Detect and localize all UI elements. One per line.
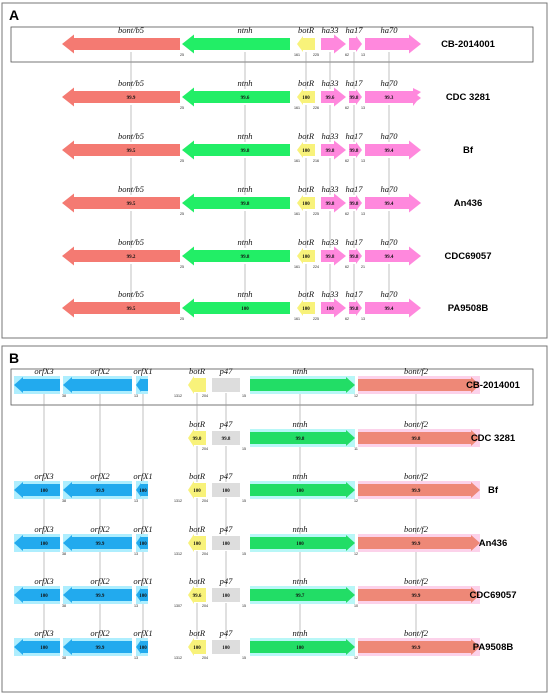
gene-label-bont: bont/b5 — [118, 237, 144, 247]
gene-arrow-orfX3 — [14, 535, 60, 551]
intergenic-gap-label: 62 — [345, 317, 349, 321]
gene-label-ntnh: ntnh — [292, 419, 308, 429]
intergenic-gap-label: 161 — [294, 159, 300, 163]
gene-label-botR: botR — [188, 524, 206, 534]
identity-value-ntnh: 99.8 — [240, 149, 250, 154]
gene-label-ha33: ha33 — [321, 78, 339, 88]
gene-arrow-bont — [62, 141, 180, 160]
panel-a-frame — [2, 3, 547, 338]
intergenic-gap-label: 25 — [180, 212, 184, 216]
gene-label-ntnh: ntnh — [292, 576, 308, 586]
intergenic-gap-label: 161 — [294, 265, 300, 269]
intergenic-gap-label: 62 — [345, 106, 349, 110]
intergenic-gap-label: 161 — [294, 212, 300, 216]
intergenic-gap-label: 13 — [361, 106, 365, 110]
gene-label-ntnh: ntnh — [292, 628, 308, 638]
identity-value-ha70: 99.3 — [384, 96, 394, 101]
gene-arrow-orfX2 — [63, 377, 132, 393]
gene-arrow-ha33 — [321, 35, 346, 54]
intergenic-gap-label: 204 — [202, 552, 208, 556]
gene-label-bont: bont/b5 — [118, 289, 144, 299]
intergenic-gap-label: 13 — [361, 317, 365, 321]
intergenic-gap-label: 13 — [361, 159, 365, 163]
identity-value-orfX1: 100 — [139, 594, 147, 599]
gene-arrow-ha17 — [349, 36, 362, 52]
intergenic-gap-label: 225 — [313, 53, 319, 57]
gene-arrow-ntnh — [182, 35, 290, 54]
gene-label-bont: bont/f2 — [403, 524, 429, 534]
identity-value-botR: 100 — [302, 307, 310, 312]
gene-label-ntnh: ntnh — [237, 131, 253, 141]
strain-label: PA9508B — [447, 303, 489, 314]
intergenic-gap-label: 38 — [62, 552, 66, 556]
identity-value-orfX2: 99.9 — [95, 542, 105, 547]
gene-label-botR: botR — [297, 131, 315, 141]
intergenic-gap-label: 15 — [242, 552, 246, 556]
identity-value-ha33: 99.8 — [325, 202, 335, 207]
gene-label-botR: botR — [188, 628, 206, 638]
gene-label-p47: p47 — [219, 419, 233, 429]
gene-label-ntnh: ntnh — [237, 237, 253, 247]
intergenic-gap-label: 1312 — [174, 552, 182, 556]
intergenic-gap-label: 13 — [134, 604, 138, 608]
gene-label-botR: botR — [188, 366, 206, 376]
strain-label: An436 — [453, 198, 483, 209]
gene-label-p47: p47 — [219, 576, 233, 586]
gene-label-bont: bont/f2 — [403, 366, 429, 376]
strain-label: CDC 3281 — [445, 92, 491, 103]
gene-label-orfX2: orfX2 — [90, 471, 110, 481]
panel-b-row — [14, 471, 499, 503]
panel-a-row — [62, 78, 491, 110]
gene-label-botR: botR — [297, 289, 315, 299]
identity-value-ntnh: 100 — [296, 646, 304, 651]
intergenic-gap-label: 38 — [62, 656, 66, 660]
intergenic-gap-label: 1307 — [174, 604, 182, 608]
gene-arrow-ha70 — [365, 35, 421, 54]
gene-arrow-orfX3 — [14, 639, 60, 655]
gene-label-ha70: ha70 — [380, 289, 398, 299]
gene-arrow-orfX3 — [14, 587, 60, 603]
intergenic-gap-label: 225 — [313, 212, 319, 216]
intergenic-gap-label: 15 — [242, 447, 246, 451]
identity-value-ntnh: 100 — [241, 307, 249, 312]
gene-label-ha33: ha33 — [321, 25, 339, 35]
strain-label: Bf — [462, 145, 474, 156]
intergenic-gap-label: 25 — [180, 265, 184, 269]
identity-value-bont: 99.9 — [411, 594, 421, 599]
identity-value-bont: 99.2 — [126, 255, 136, 260]
intergenic-gap-label: 13 — [134, 499, 138, 503]
identity-value-ha33: 99.8 — [325, 149, 335, 154]
identity-value-p47: 100 — [222, 489, 230, 494]
gene-label-orfX3: orfX3 — [34, 366, 54, 376]
gene-label-ha17: ha17 — [345, 237, 363, 247]
identity-value-botR: 100 — [193, 542, 201, 547]
strain-label: An436 — [478, 538, 508, 549]
gene-label-botR: botR — [297, 184, 315, 194]
gene-label-bont: bont/f2 — [403, 628, 429, 638]
identity-value-p47: 100 — [222, 594, 230, 599]
panel-b-row — [14, 366, 521, 398]
identity-value-ha33: 100 — [326, 307, 334, 312]
gene-arrow-botR — [188, 376, 206, 394]
intergenic-gap-label: 224 — [313, 265, 319, 269]
identity-value-orfX3: 100 — [40, 489, 48, 494]
identity-value-ntnh: 99.8 — [240, 202, 250, 207]
intergenic-gap-label: 15 — [242, 499, 246, 503]
gene-label-ha33: ha33 — [321, 131, 339, 141]
gene-label-bont: bont/f2 — [403, 419, 429, 429]
identity-value-botR: 100 — [302, 202, 310, 207]
gene-label-orfX1: orfX1 — [133, 471, 153, 481]
gene-arrow-ntnh — [182, 141, 290, 160]
gene-label-orfX3: orfX3 — [34, 628, 54, 638]
gene-arrow-bont — [358, 377, 480, 393]
intergenic-gap-label: 161 — [294, 106, 300, 110]
intergenic-gap-label: 38 — [62, 499, 66, 503]
intergenic-gap-label: 25 — [180, 53, 184, 57]
gene-label-ha33: ha33 — [321, 289, 339, 299]
identity-value-ntnh: 99.7 — [295, 594, 305, 599]
identity-value-ha17: 99.8 — [349, 202, 359, 207]
gene-label-p47: p47 — [219, 471, 233, 481]
intergenic-gap-label: 25 — [180, 159, 184, 163]
identity-value-p47: 100 — [222, 542, 230, 547]
gene-arrow-orfX3 — [14, 377, 60, 393]
gene-label-orfX2: orfX2 — [90, 524, 110, 534]
panel-a-row — [62, 237, 492, 269]
gene-label-botR: botR — [297, 78, 315, 88]
intergenic-gap-label: 204 — [202, 447, 208, 451]
identity-value-bont: 99.8 — [411, 437, 421, 442]
identity-value-ha70: 99.4 — [384, 255, 394, 260]
intergenic-gap-label: 1312 — [174, 394, 182, 398]
gene-arrow-ntnh — [182, 194, 290, 213]
intergenic-gap-label: 226 — [313, 106, 319, 110]
panel-a-letter: A — [9, 7, 20, 23]
gene-arrow-ntnh — [182, 299, 290, 318]
gene-arrow-orfX3 — [14, 482, 60, 498]
gene-label-ha17: ha17 — [345, 289, 363, 299]
gene-label-bont: bont/f2 — [403, 471, 429, 481]
panel-a-row — [62, 289, 488, 321]
gene-label-bont: bont/b5 — [118, 25, 144, 35]
identity-value-orfX2: 99.9 — [95, 646, 105, 651]
gene-label-orfX1: orfX1 — [133, 628, 153, 638]
identity-value-ha70: 99.4 — [384, 149, 394, 154]
strain-label: CB-2014001 — [441, 39, 495, 50]
identity-value-ntnh: 99.8 — [240, 255, 250, 260]
strain-label: CB-2014001 — [466, 380, 520, 391]
intergenic-gap-label: 13 — [361, 53, 365, 57]
intergenic-gap-label: 204 — [202, 499, 208, 503]
identity-value-orfX2: 99.9 — [95, 489, 105, 494]
identity-value-botR: 100 — [302, 255, 310, 260]
gene-label-orfX3: orfX3 — [34, 576, 54, 586]
panel-b-row — [188, 419, 516, 451]
gene-label-orfX1: orfX1 — [133, 576, 153, 586]
identity-value-ntnh: 99.6 — [240, 96, 250, 101]
gene-label-botR: botR — [188, 576, 206, 586]
gene-label-ha70: ha70 — [380, 237, 398, 247]
identity-value-ha17: 99.8 — [349, 307, 359, 312]
intergenic-gap-label: 225 — [313, 317, 319, 321]
gene-label-p47: p47 — [219, 524, 233, 534]
intergenic-gap-label: 216 — [313, 159, 319, 163]
identity-value-botR: 100 — [193, 489, 201, 494]
gene-label-ntnh: ntnh — [237, 289, 253, 299]
identity-value-bont: 99.9 — [411, 489, 421, 494]
gene-label-bont: bont/b5 — [118, 184, 144, 194]
gene-label-ntnh: ntnh — [292, 471, 308, 481]
identity-value-ha70: 99.4 — [384, 307, 394, 312]
identity-value-orfX1: 100 — [139, 646, 147, 651]
identity-value-botR: 99.6 — [192, 594, 202, 599]
intergenic-gap-label: 10 — [354, 604, 358, 608]
gene-label-ha17: ha17 — [345, 25, 363, 35]
panel-a-row — [62, 25, 496, 57]
intergenic-gap-label: 62 — [345, 159, 349, 163]
gene-label-ntnh: ntnh — [292, 366, 308, 376]
identity-value-orfX3: 100 — [40, 646, 48, 651]
identity-value-botR: 100 — [193, 646, 201, 651]
panel-b-row — [14, 576, 517, 608]
strain-label: CDC 3281 — [470, 433, 516, 444]
intergenic-gap-label: 12 — [354, 499, 358, 503]
intergenic-gap-label: 15 — [242, 656, 246, 660]
identity-value-ha17: 99.8 — [349, 255, 359, 260]
gene-arrow-ntnh — [182, 88, 290, 107]
gene-label-ntnh: ntnh — [237, 78, 253, 88]
identity-value-orfX3: 100 — [40, 594, 48, 599]
intergenic-gap-label: 62 — [345, 265, 349, 269]
gene-label-ha70: ha70 — [380, 184, 398, 194]
identity-value-bont: 99.5 — [126, 202, 136, 207]
panel-a-row — [62, 131, 474, 163]
identity-value-ntnh: 100 — [296, 489, 304, 494]
gene-label-ha33: ha33 — [321, 184, 339, 194]
gene-label-botR: botR — [188, 419, 206, 429]
gene-label-orfX3: orfX3 — [34, 471, 54, 481]
gene-arrow-ntnh — [182, 247, 290, 266]
intergenic-gap-label: 15 — [242, 604, 246, 608]
gene-label-p47: p47 — [219, 366, 233, 376]
intergenic-gap-label: 204 — [202, 656, 208, 660]
identity-value-ha17: 99.8 — [349, 149, 359, 154]
gene-label-orfX1: orfX1 — [133, 524, 153, 534]
panel-a-row — [62, 184, 482, 216]
gene-label-orfX1: orfX1 — [133, 366, 153, 376]
intergenic-gap-label: 21 — [361, 265, 365, 269]
identity-value-ha33: 99.6 — [325, 96, 335, 101]
intergenic-gap-label: 62 — [345, 53, 349, 57]
gene-label-botR: botR — [297, 237, 315, 247]
gene-label-ha17: ha17 — [345, 131, 363, 141]
intergenic-gap-label: 13 — [134, 394, 138, 398]
intergenic-gap-label: 13 — [134, 656, 138, 660]
gene-arrow-bont — [62, 35, 180, 54]
gene-arrow-botR — [297, 36, 315, 52]
intergenic-gap-label: 25 — [180, 317, 184, 321]
gene-arrow-bont — [62, 247, 180, 266]
intergenic-gap-label: 161 — [294, 53, 300, 57]
gene-label-ntnh: ntnh — [237, 25, 253, 35]
identity-value-bont: 99.5 — [126, 307, 136, 312]
identity-value-orfX3: 100 — [40, 542, 48, 547]
intergenic-gap-label: 25 — [180, 106, 184, 110]
identity-value-bont: 99.9 — [126, 96, 136, 101]
intergenic-gap-label: 13 — [134, 552, 138, 556]
gene-label-botR: botR — [188, 471, 206, 481]
strain-label: CDC69057 — [469, 590, 517, 601]
gene-label-ha70: ha70 — [380, 78, 398, 88]
intergenic-gap-label: 12 — [354, 656, 358, 660]
gene-arrow-bont — [62, 88, 180, 107]
identity-value-ntnh: 99.8 — [295, 437, 305, 442]
gene-label-ntnh: ntnh — [292, 524, 308, 534]
gene-arrow-ntnh — [250, 377, 355, 393]
gene-label-botR: botR — [297, 25, 315, 35]
identity-value-botR: 100 — [302, 96, 310, 101]
identity-value-botR: 99.0 — [192, 437, 202, 442]
identity-value-bont: 99.5 — [126, 149, 136, 154]
gene-label-bont: bont/b5 — [118, 131, 144, 141]
identity-value-orfX1: 100 — [139, 489, 147, 494]
gene-label-orfX3: orfX3 — [34, 524, 54, 534]
intergenic-gap-label: 15 — [242, 394, 246, 398]
strain-label: PA9508B — [472, 642, 514, 653]
intergenic-gap-label: 204 — [202, 394, 208, 398]
strain-label: CDC69057 — [444, 251, 492, 262]
gene-arrow-bont — [62, 194, 180, 213]
gene-label-ha17: ha17 — [345, 184, 363, 194]
gene-label-ha33: ha33 — [321, 237, 339, 247]
gene-label-ha70: ha70 — [380, 131, 398, 141]
panel-a — [2, 3, 547, 338]
intergenic-gap-label: 38 — [62, 394, 66, 398]
gene-label-ha70: ha70 — [380, 25, 398, 35]
panel-b-letter: B — [9, 350, 20, 366]
gene-label-orfX2: orfX2 — [90, 628, 110, 638]
intergenic-gap-label: 12 — [354, 552, 358, 556]
intergenic-gap-label: 204 — [202, 604, 208, 608]
identity-value-ha70: 99.4 — [384, 202, 394, 207]
identity-value-ha33: 99.8 — [325, 255, 335, 260]
intergenic-gap-label: 11 — [354, 447, 358, 451]
gene-label-ntnh: ntnh — [237, 184, 253, 194]
identity-value-botR: 100 — [302, 149, 310, 154]
panel-b-row — [14, 524, 507, 556]
gene-arrow-bont — [62, 299, 180, 318]
gene-label-p47: p47 — [219, 628, 233, 638]
gene-arrow-p47 — [212, 378, 240, 392]
identity-value-ntnh: 100 — [296, 542, 304, 547]
gene-label-orfX2: orfX2 — [90, 366, 110, 376]
gene-label-bont: bont/f2 — [403, 576, 429, 586]
identity-value-ha17: 99.8 — [349, 96, 359, 101]
identity-value-p47: 100 — [222, 646, 230, 651]
intergenic-gap-label: 62 — [345, 212, 349, 216]
strain-label: Bf — [487, 485, 499, 496]
intergenic-gap-label: 12 — [354, 394, 358, 398]
gene-label-orfX2: orfX2 — [90, 576, 110, 586]
panel-b-row — [14, 628, 513, 660]
intergenic-gap-label: 1312 — [174, 499, 182, 503]
intergenic-gap-label: 1312 — [174, 656, 182, 660]
identity-value-bont: 99.9 — [411, 542, 421, 547]
identity-value-orfX1: 100 — [139, 542, 147, 547]
gene-label-ha17: ha17 — [345, 78, 363, 88]
gene-label-bont: bont/b5 — [118, 78, 144, 88]
intergenic-gap-label: 13 — [361, 212, 365, 216]
intergenic-gap-label: 161 — [294, 317, 300, 321]
identity-value-p47: 99.8 — [221, 437, 231, 442]
intergenic-gap-label: 38 — [62, 604, 66, 608]
panel-b — [2, 346, 547, 692]
identity-value-bont: 99.9 — [411, 646, 421, 651]
identity-value-orfX2: 99.9 — [95, 594, 105, 599]
